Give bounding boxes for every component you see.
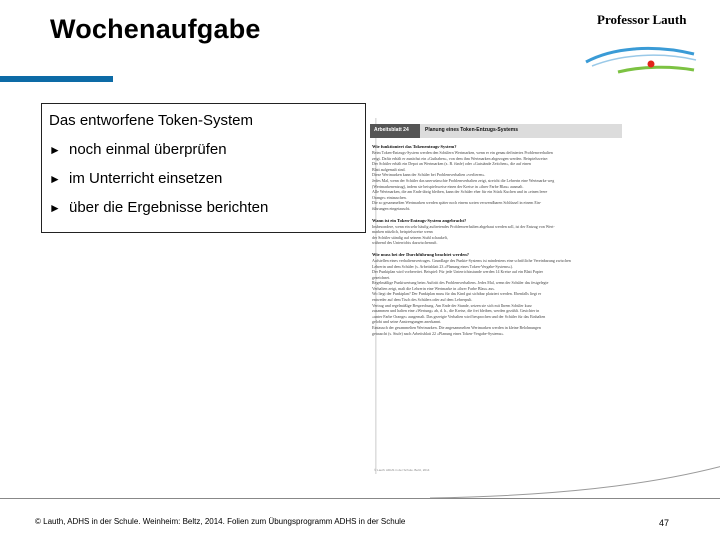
- worksheet-text-line: zeigt. Dafür erhält er zunächst ein «Guthaben», von dem ihm Wertmarken abgezogen werden. Beispielsweise:: [372, 155, 549, 161]
- worksheet-text-line: entweder auf dem Tisch des Schülers oder auf dem Lehrerpult.: [372, 297, 473, 303]
- worksheet-footnote: © Lauth: ADHS in der Schule. Beltz, 2014: [374, 468, 430, 472]
- bullet-arrow-icon: ►: [49, 201, 61, 215]
- worksheet-text-line: der Schüler ständig auf seinem Stuhl schaukelt,: [372, 234, 448, 240]
- page-number: 47: [659, 518, 670, 528]
- worksheet-text-line: «unter Farbe Orange» ausgemalt. Das gezeigte Verhalten wird besprochen und der Schüler für das Einhalten: [372, 313, 546, 319]
- worksheet-text-line: Wo liegt der Punktplan? Der Punktplan muss für das Kind gut sichtbar platziert werden. Ebenfalls liegt er: [372, 291, 542, 297]
- worksheet-text-line: Beim Token-Entzugs-System werden den Schülern Wertmarken, wenn er ein genau definiertes Problemverhalten: [372, 150, 553, 155]
- worksheet-image: [368, 118, 626, 478]
- worksheet-label: Arbeitsblatt 24: [370, 124, 420, 138]
- worksheet-text-line: während des Unterrichts dazwischenruft.: [372, 240, 438, 246]
- worksheet-text-line: Alle Wertmarken, die am Ende übrig bleiben, kann der Schüler eher für ein Stück Kuchen und in «einen leere: [372, 189, 548, 195]
- task-textbox: [41, 103, 366, 233]
- task-item: [49, 199, 358, 216]
- worksheet-text-line: führungen eingetauscht.: [372, 205, 411, 211]
- worksheet-text-line: Orange» eintauschen.: [372, 194, 407, 200]
- footer-citation: © Lauth, ADHS in der Schule. Weinheim: Beltz, 2014. Folien zum Übungsprogramm ADHS in der Schule: [35, 517, 406, 526]
- worksheet-header: [370, 124, 622, 138]
- logo-light-swoosh: [592, 55, 696, 66]
- worksheet-text-line: Blatt aufgemalt sind.: [372, 166, 406, 172]
- bullet-arrow-icon: ►: [49, 143, 61, 157]
- slide-title: Wochenaufgabe: [50, 14, 261, 44]
- worksheet-text-line: gelobt und seine Anstrengungen anerkannt.: [372, 319, 442, 325]
- task-item-label: noch einmal überprüfen: [69, 141, 227, 158]
- author-name: Professor Lauth: [597, 12, 687, 27]
- logo-red-dot: [648, 61, 655, 68]
- footer-decoration: [430, 462, 720, 502]
- worksheet-section-heading: Wie muss bei der Durchführung beachtet werden?: [372, 251, 470, 257]
- worksheet-text-line: gezeichnet.: [372, 274, 391, 280]
- worksheet-title: Planung eines Token-Entzugs-Systems: [420, 124, 622, 138]
- task-item: [49, 170, 358, 187]
- worksheet-text-line: Die so gesammelten Wertmarken werden später noch einem sorten verwendbaren Schlüssel in einem Ein-: [372, 200, 542, 206]
- worksheet-text-line: getauscht (s. Stufe) nach Arbeitsblatt 22 «Planung eines Token-Vergabe-Systems».: [372, 330, 505, 336]
- worksheet-text-line: Aufstellen eines verhaltensvertrages. Grundlage des Punkte-Systems ist mindestens eine schriftliche Vereinbarung zwischen: [372, 257, 571, 263]
- worksheet-text-line: Insbesondere, wenn ein sehr häufig auftretendes Problemverhalten abgebaut werden soll, ist der Entzug von Wert-: [372, 223, 555, 229]
- worksheet-text-line: (Wertmarkenentzug), indem sie beispielsweise einen der Kreise in «ihrer Farbe Blau» ausmalt.: [372, 183, 524, 189]
- task-item: [49, 141, 358, 158]
- university-logo: [582, 40, 700, 80]
- task-item-label: über die Ergebnisse berichten: [69, 199, 269, 216]
- logo-green-swoosh: [618, 67, 694, 72]
- worksheet-text-line: Regelmäßige Punktwertung beim Auftritt des Problemverhaltens. Jedes Mal, wenn der Schüler das festgelegte: [372, 280, 549, 286]
- worksheet-text-line: Der Schüler erhält ein Depot an Wertmarken (z. B. fünfe) oder «Gutstände Zeitchen», die auf einen: [372, 161, 531, 167]
- task-item-label: im Unterricht einsetzen: [69, 170, 223, 187]
- worksheet-text-line: Diese Wertmarken kann der Schüler bei Problemverhalten «verlieren».: [372, 172, 486, 178]
- worksheet-text-line: Vertrag und regelmäßige Besprechung. Am Ende der Stunde, setzen sie sich mit Ihrem Schüler kurz: [372, 302, 532, 308]
- worksheet-section-heading: Wie funktioniert das Tokenentzugs-System?: [372, 144, 457, 149]
- worksheet-text-line: Jedes Mal, wenn der Schüler das unerwünschte Problemverhalten zeigt, streicht die Lehrerin eine Wertmarke weg: [372, 177, 555, 183]
- worksheet-text-line: zusammen und halten eine «Wertung» ab, d. h., die Kreise, die frei bleiben, werden gezählt. Gesichter in: [372, 308, 540, 314]
- title-accent-bar: [0, 76, 113, 82]
- worksheet-section-heading: Wann ist ein Token-Entzugs-System angebracht?: [372, 217, 467, 223]
- worksheet-text-line: Eintausch der gesammelten Wertmarken. Die angesammelten Wertmarken werden in kleine Belohnungen: [372, 325, 541, 331]
- bullet-arrow-icon: ►: [49, 172, 61, 186]
- footer-divider: [0, 498, 720, 499]
- textbox-heading: Das entworfene Token-System: [49, 112, 253, 129]
- worksheet-text-line: Der Punktplan wird vorbereitet. Beispiel: Für jede Unterrichtsstunde werden 14 Kreise auf ein Blatt Papier: [372, 269, 543, 275]
- worksheet-body: [372, 144, 622, 336]
- worksheet-text-line: Verhalten zeigt, malt die Lehrerin eine Wertmarke in «ihrer Farbe Blau» aus.: [372, 285, 495, 291]
- worksheet-text-line: Lehrerin und dem Schüler (s. Arbeitsblatt 23 «Planung eines Token-Vergabe-Systems»).: [372, 263, 513, 269]
- worksheet-text-line: marken nützlich, beispielsweise wenn: [372, 229, 433, 235]
